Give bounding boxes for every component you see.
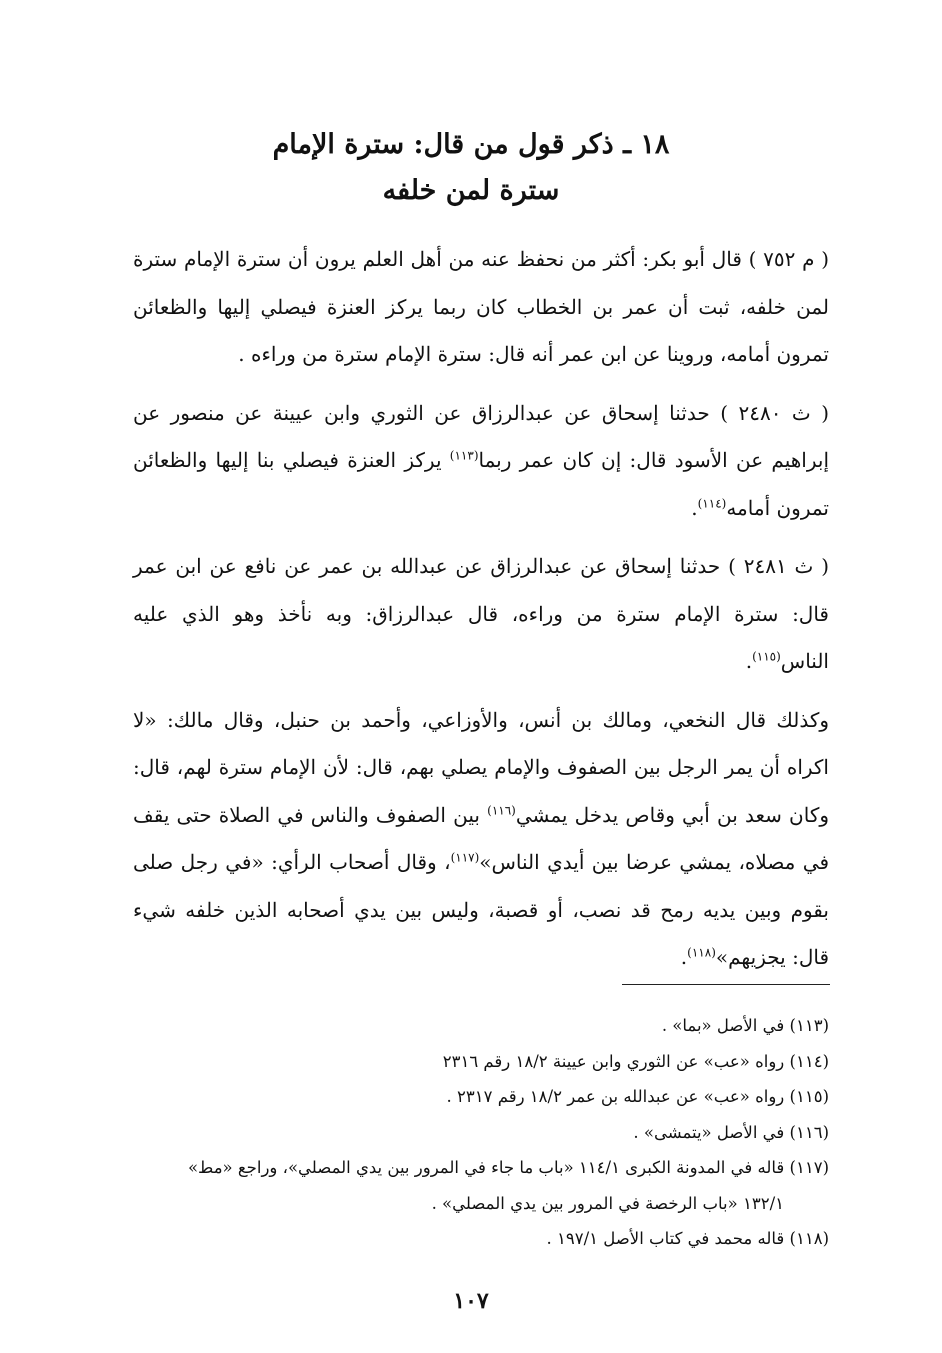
page-number: ١٠٧ — [453, 1288, 489, 1314]
paragraph-text: وكذلك قال النخعي، ومالك بن أنس، والأوزاعي، وأحمد بن حنبل، وقال مالك: «لا اكراه أن يمر الرجل بين الصفوف والإمام يصلي بهم، قال: لأن الإمام سترة لهم، قال: وكان سعد بن أبي وقاص يدخل يمشي — [133, 707, 829, 827]
footnote-ref-118: (١١٨) — [687, 945, 716, 960]
paragraph-text: ( ث ٢٤٨٠ ) حدثنا إسحاق عن عبدالرزاق عن الثوري وابن عيينة عن منصور عن إبراهيم عن الأسود قال: إن كان عمر ربما — [133, 400, 830, 472]
footnote-divider — [622, 984, 830, 985]
heading-line-2: سترة لمن خلفه — [382, 175, 560, 206]
paragraph-th2481 — [133, 543, 829, 686]
footnote-ref-117: (١١٧) — [450, 850, 480, 865]
paragraph-th2480 — [133, 390, 829, 533]
paragraph-text: . — [680, 945, 688, 969]
footnotes — [133, 1008, 829, 1257]
footnote-117-continued: ١٣٢/١ «باب الرخصة في المرور بين يدي المصلي» . — [431, 1193, 784, 1213]
footnote-ref-116: (١١٦) — [487, 802, 516, 817]
paragraph-text: بين الصفوف والناس في الصلاة حتى يقف في مصلاه، يمشي عرضا بين أيدي الناس» — [133, 802, 829, 874]
footnote-ref-115: (١١٥) — [752, 649, 781, 664]
footnote-117: (١١٧) قاله في المدونة الكبرى ١١٤/١ «باب ما جاء في المرور بين يدي المصلي»، وراجع «مط» — [187, 1158, 829, 1177]
footnote-115: (١١٥) رواه «عب» عن عبدالله بن عمر ١٨/٢ رقم ٢٣١٧ . — [446, 1087, 829, 1106]
footnote-ref-113: (١١٣) — [449, 448, 479, 463]
paragraph-m752 — [133, 236, 829, 379]
paragraph-text: ، وقال أصحاب الرأي: «في رجل صلى بقوم وبين يديه رمح قد نصب، أو قصبة، وليس بين يدي أصحابه الذين خلفه شيء قال: يجزيهم» — [133, 850, 829, 969]
body-text — [133, 236, 829, 982]
paragraph-opinions — [133, 697, 829, 982]
footnote-114: (١١٤) رواه «عب» عن الثوري وابن عيينة ١٨/٢ رقم ٢٣١٦ — [442, 1051, 829, 1071]
footnote-116: (١١٦) في الأصل «يتمشى» . — [633, 1122, 829, 1142]
paragraph-text: ( م ٧٥٢ ) قال أبو بكر: أكثر من نحفظ عنه من أهل العلم يرون أن سترة الإمام سترة لمن خلفه، ثبت أن عمر بن الخطاب كان ربما يركز العنزة فيصلي إليها والظعائن تمرون أمامه، وروينا عن ابن عمر أنه قال: سترة الإمام سترة من وراءه . — [133, 247, 829, 366]
paragraph-text: يركز العنزة فيصلي بنا إليها والظعائن تمرون أمامه — [133, 448, 829, 520]
paragraph-text: . — [745, 649, 753, 673]
paragraph-text: ( ث ٢٤٨١ ) حدثنا إسحاق عن عبدالرزاق عن عبدالله بن عمر عن نافع عن ابن عمر قال: سترة الإمام سترة من وراءه، قال عبدالرزاق: وبه نأخذ وهو الذي عليه الناس — [133, 554, 829, 673]
section-heading — [0, 122, 942, 214]
heading-line-1: ١٨ ـ ذكر قول من قال: سترة الإمام — [272, 129, 670, 160]
paragraph-text: . — [691, 495, 698, 520]
footnote-ref-114: (١١٤) — [697, 495, 727, 510]
footnote-113: (١١٣) في الأصل «بما» . — [661, 1016, 829, 1035]
footnote-118: (١١٨) قاله محمد في كتاب الأصل ١٩٧/١ . — [546, 1229, 829, 1248]
